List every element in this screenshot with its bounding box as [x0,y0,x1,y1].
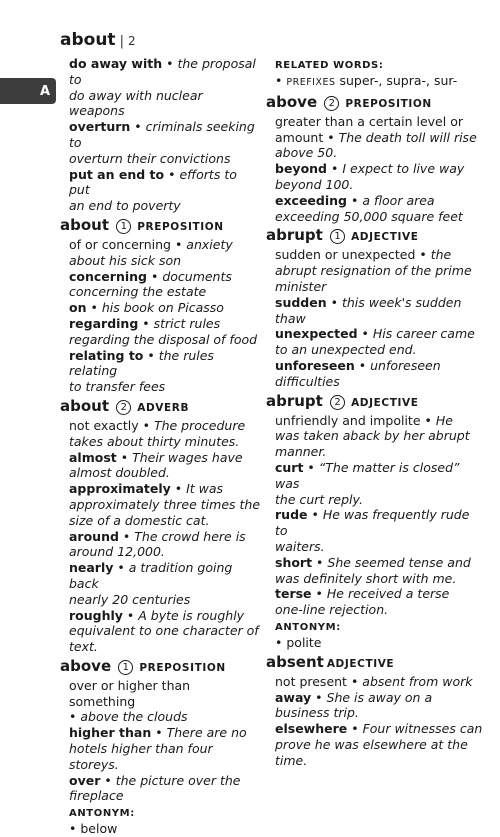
example-text: one-line rejection. [275,602,389,618]
antonym: • below [69,821,118,837]
synonym-entry: unexpected • His career came [275,326,475,342]
entry-line [69,434,260,450]
example-text: The crowd here is [134,528,246,544]
synonym-term: curt [275,459,304,475]
synonym-entry: do away with • the proposal to [69,56,256,87]
synonym-term: around [69,528,119,544]
example-text: the rules relating [69,347,214,379]
headword-abrupt-2: abrupt 2 ADJECTIVE [266,391,419,410]
example-text: regarding the disposal of food [69,331,258,347]
synonym-term: do away with [69,56,163,71]
synonym-term: away [275,689,312,705]
example-text: the proposal to [69,56,256,87]
example-text: was taken aback by her abrupt [275,428,470,444]
example-text: A byte is roughly [138,607,245,623]
synonym-term: beyond [275,161,328,177]
synonym-entry: curt • “The matter is closed” was [275,459,460,491]
example-text: He [435,412,453,428]
prefixes-label: PREFIXES [286,77,336,88]
synonym-entry: almost • Their wages have [69,449,243,465]
part-of-speech: ADJECTIVE [351,396,419,409]
header-separator: | [119,34,124,49]
antonym: • polite [275,634,322,650]
entry-line: amount • The death toll will rise [275,129,477,145]
example-text: business trip. [275,705,359,721]
example-text: concerning the estate [69,284,207,300]
headword-about-2: about 2 ADVERB [60,396,190,415]
entry-body [60,237,260,395]
synonym-term: almost [69,449,117,465]
synonym-entry: approximately • It was [69,481,224,497]
synonym-entry: exceeding • a floor area [275,192,435,208]
part-of-speech: ADJECTIVE [326,657,395,670]
entry-line [275,428,484,444]
entry-body [60,678,260,837]
entry-line [69,592,260,608]
entry-line [275,311,484,327]
example-text: The procedure [153,417,246,433]
example-text: He received a terse [326,586,450,602]
example-text: about his sick son [69,252,182,268]
example-text: the picture over the [115,772,241,788]
headword-about-1: about 1 PREPOSITION [60,215,224,234]
example-text: She seemed tense and [327,554,471,570]
synonym-term: approximately [69,481,171,497]
headword-absent: absent ADJECTIVE [266,652,395,671]
synonym-entry: terse • He received a terse [275,586,450,602]
antonym-label: ANTONYM: [275,621,341,633]
synonym-entry: away • She is away on a [275,689,433,705]
example-text: the [430,247,452,263]
synonym-term: nearly [69,560,114,576]
definition: not exactly • The procedure [69,417,246,433]
example-text: his book on Picasso [101,300,224,316]
synonym-term: exceeding [275,192,347,208]
synonym-term: elsewhere [275,721,348,737]
letter-tab-label: A [39,83,50,99]
synonym-term: relating to [69,347,144,363]
entry-line [69,253,260,269]
definition: sudden or unexpected • the [275,247,452,263]
entry-body [60,418,260,655]
synonym-entry: elsewhere • Four witnesses can [275,721,483,737]
example-text: a tradition going back [69,560,233,591]
entry-line [69,332,260,348]
example-text: hotels higher than four storeys. [69,741,213,772]
synonym-entry: sudden • this week's sudden [275,294,462,310]
entry-body [266,247,484,389]
entry-body [266,114,484,225]
example-text: His career came [372,326,475,342]
entry-line [69,465,260,481]
synonym-term: put an end to [69,166,165,182]
example-text: prove he was elsewhere at the time. [275,736,468,768]
entry-line [69,623,260,639]
entry-line [275,374,484,390]
example-text: There are no [166,725,247,741]
example-text: fireplace [69,788,124,804]
synonym-term: on [69,300,87,316]
example-text: The death toll will rise [338,129,477,145]
headword-above-1: above 1 PREPOSITION [60,656,226,675]
sense-number: 2 [324,96,339,111]
part-of-speech: ADVERB [137,401,190,414]
entry-line [275,342,484,358]
running-header [60,30,136,50]
entry-line [69,741,260,773]
example-text: criminals seeking to [69,119,255,150]
example-text: to an unexpected end. [275,342,417,358]
synonym-term: unexpected [275,326,358,342]
synonym-entry: overturn • criminals seeking to [69,119,255,150]
synonym-term: overturn [69,119,131,135]
example-text: nearly 20 centuries [69,591,191,607]
example-text: to transfer fees [69,379,166,395]
example-text: around 12,000. [69,544,165,560]
page-number: 2 [127,34,136,48]
example-text: It was [186,481,224,497]
synonym-entry: around • The crowd here is [69,528,246,544]
right-column [266,56,484,768]
example-text: efforts to put [69,166,237,198]
synonym-entry: rude • He was frequently rude to [275,507,470,539]
entry-body [266,674,484,769]
example-text: beyond 100. [275,176,354,192]
example-text: equivalent to one character of [69,623,259,639]
example-text: Their wages have [132,449,243,465]
example-text: exceeding 50,000 square feet [275,208,463,224]
example-text: thaw [275,310,306,326]
synonym-entry: over • the picture over the [69,772,241,788]
part-of-speech: PREPOSITION [345,97,432,110]
entry-line [69,88,260,120]
entry-line [275,705,484,721]
part-of-speech: ADJECTIVE [351,231,419,244]
entry-line [275,539,484,555]
example-text: strict rules [153,315,221,331]
synonym-entry: concerning • documents [69,268,232,284]
example-text: unforeseen [370,357,441,373]
example-text: Four witnesses can [362,721,483,737]
entry-line [275,737,484,769]
example-text: documents [162,268,232,284]
sense-number: 1 [116,219,131,234]
entry-line [69,151,260,167]
entry-line [69,379,260,395]
example-text: text. [69,639,98,655]
example-text: He was frequently rude to [275,507,470,539]
part-of-speech: PREPOSITION [137,220,224,233]
example-text: I expect to live way [342,161,465,177]
entry-line [275,263,484,279]
entry-line [275,279,484,295]
example-text: difficulties [275,373,340,389]
example-text: an end to poverty [69,198,181,214]
definition: of or concerning • anxiety [69,236,233,252]
synonym-entry: higher than • There are no [69,725,247,741]
entry-body [266,413,484,651]
example-text: the curt reply. [275,491,363,507]
synonym-entry: short • She seemed tense and [275,554,471,570]
example-text: overturn their convictions [69,150,231,166]
definition: greater than a certain level or [275,113,463,129]
entry-line [69,497,260,513]
synonym-term: higher than [69,725,152,741]
synonym-entry: roughly • A byte is roughly [69,607,245,623]
synonym-entry: on • his book on Picasso [69,300,224,316]
antonym-label: ANTONYM: [69,808,135,820]
definition: not present • absent from work [275,673,473,689]
example-text: “The matter is closed” was [275,459,460,491]
sense-number: 1 [118,660,133,675]
entry-line [275,209,484,225]
example-text: waiters. [275,538,325,554]
synonym-entry: put an end to • efforts to put [69,166,237,198]
synonym-term: terse [275,586,312,602]
letter-tab [0,78,56,104]
left-column [60,56,260,837]
entry-line [69,198,260,214]
headword-above-2: above 2 PREPOSITION [266,92,432,111]
synonym-term: regarding [69,315,139,331]
entry-line [69,513,260,529]
entry-line [275,492,484,508]
entry-line [275,571,484,587]
example-text: absent from work [362,673,473,689]
synonym-term: unforeseen [275,357,355,373]
sense-number: 2 [330,395,345,410]
example-text: approximately three times the [69,496,261,512]
entry-line [275,177,484,193]
example-text: do away with nuclear weapons [69,87,203,119]
synonym-entry: beyond • I expect to live way [275,161,465,177]
synonym-term: over [69,772,101,788]
sense-number: 1 [330,229,345,244]
definition: over or higher than something [69,677,191,709]
definition: unfriendly and impolite • He [275,412,453,428]
entry-line: • above the clouds [69,709,188,725]
example-text: this week's sudden [341,294,462,310]
continued-entries [60,56,260,214]
synonym-entry: relating to • the rules relating [69,347,214,379]
example-text: She is away on a [326,689,433,705]
example-text: minister [275,278,327,294]
synonym-term: short [275,554,313,570]
sense-number: 2 [116,400,131,415]
entry-line [69,284,260,300]
synonym-term: sudden [275,294,327,310]
example-text: anxiety [186,236,233,252]
synonym-term: rude [275,507,308,523]
example-text: was definitely short with me. [275,570,457,586]
synonym-entry: nearly • a tradition going back [69,560,233,591]
example-text: size of a domestic cat. [69,512,210,528]
related-words [266,58,484,91]
synonym-term: concerning [69,268,147,284]
example-text: above 50. [275,145,338,161]
example-text: almost doubled. [69,465,170,481]
synonym-entry: unforeseen • unforeseen [275,357,441,373]
entry-line [275,145,484,161]
entry-line [69,788,260,804]
synonym-term: roughly [69,607,123,623]
example-text: abrupt resignation of the prime [275,263,472,279]
entry-line [69,544,260,560]
example-text: takes about thirty minutes. [69,433,240,449]
entry-line [69,639,260,655]
prefixes: super-, supra-, sur- [339,73,458,88]
example-text: manner. [275,444,327,460]
example-text: a floor area [362,192,435,208]
example-text: above the clouds [80,709,188,725]
header-word: about [60,30,116,50]
related-words-label: RELATED WORDS: [275,60,384,71]
part-of-speech: PREPOSITION [139,661,226,674]
synonym-entry: regarding • strict rules [69,315,221,331]
entry-line: • PREFIXES super-, supra-, sur- [275,73,458,88]
headword-abrupt-1: abrupt 1 ADJECTIVE [266,226,419,245]
entry-line [275,444,484,460]
entry-line [275,602,484,618]
